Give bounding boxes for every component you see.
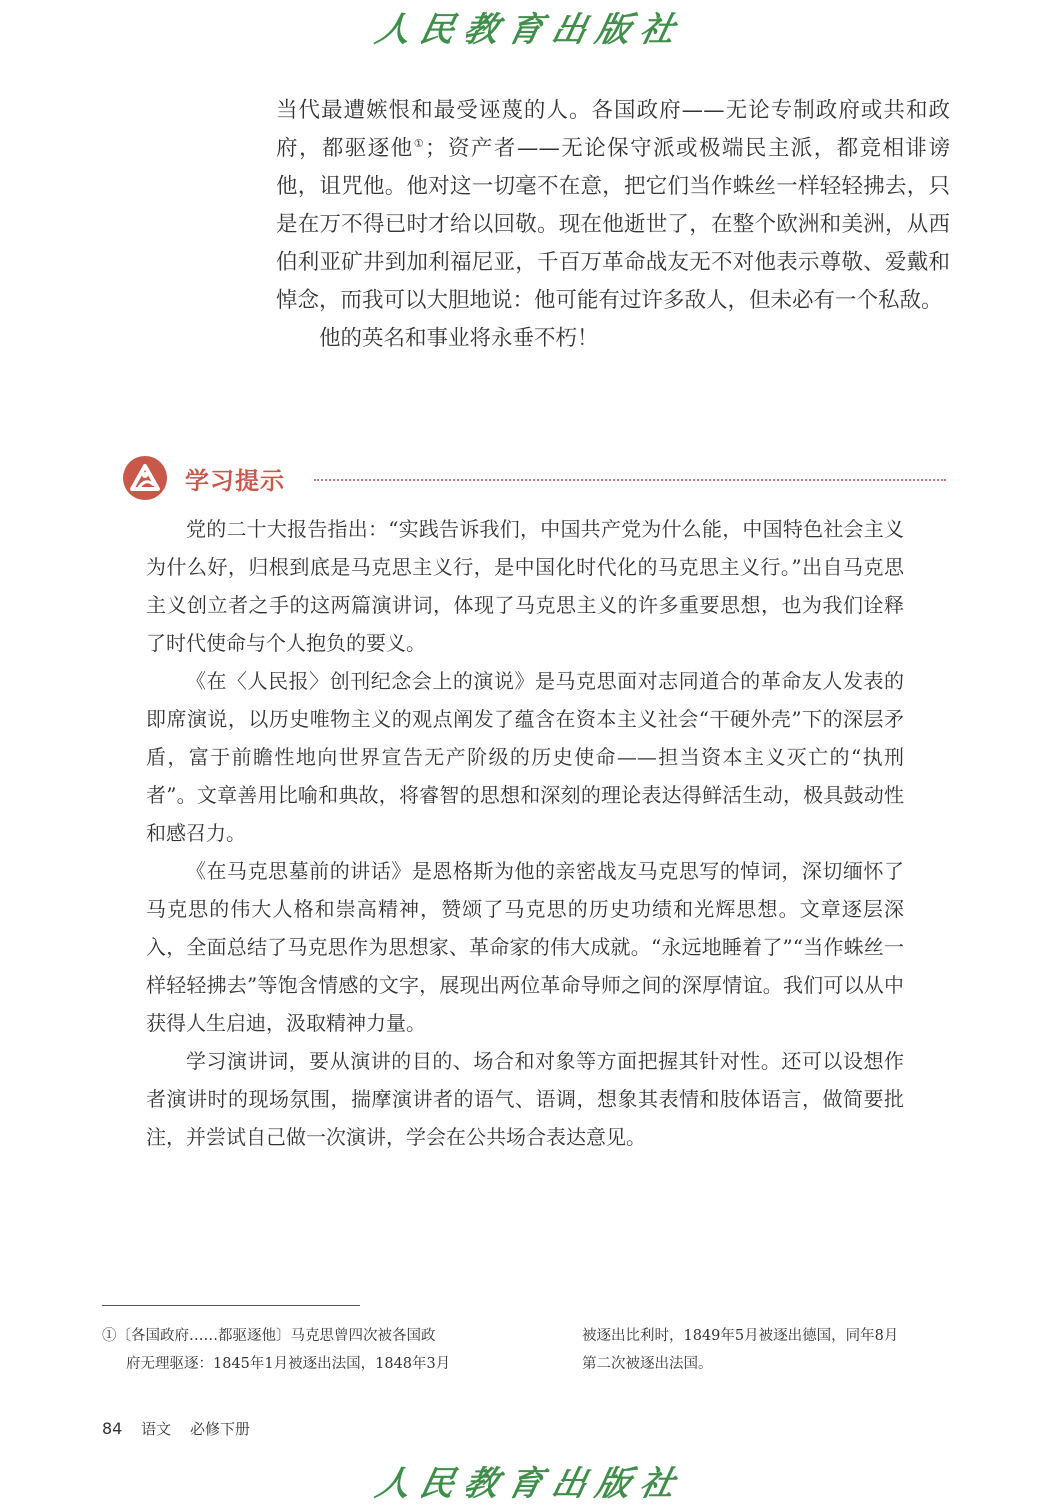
main-paragraph-part1: 当代最遭嫉恨和最受诬蔑的人。各国政府——无论专制政府或共和政府，都驱逐他 — [276, 98, 950, 161]
footnote-left-column — [102, 1322, 502, 1378]
dotted-divider — [314, 479, 946, 481]
footnote-line: 府无理驱逐：1845年1月被逐出法国，1848年3月 — [126, 1356, 451, 1372]
study-tips-header — [122, 455, 952, 505]
study-tip-paragraph-3: 《在马克思墓前的讲话》是恩格斯为他的亲密战友马克思写的悼词，深切缅怀了马克思的伟大人格和崇高精神，赞颂了马克思的历史功绩和光辉思想。文章逐层深入，全面总结了马克思作为思想家、革命家的伟大成就。“永远地睡着了”“当作蛛丝一样轻轻拂去”等饱含情感的文字，展现出两位革命导师之间的深厚情谊。我们可以从中获得人生启迪，汲取精神力量。 — [146, 859, 904, 1035]
study-tips-title: 学习提示 — [185, 467, 285, 495]
closing-sentence: 他的英名和事业将永垂不朽！ — [319, 326, 599, 351]
publisher-logo-bottom: 人民教育出版社 — [372, 1464, 689, 1504]
study-tip-paragraph-2: 《在〈人民报〉创刊纪念会上的演说》是马克思面对志同道合的革命友人发表的即席演说，以历史唯物主义的观点阐发了蕴含在资本主义社会“干硬外壳”下的深层矛盾，富于前瞻性地向世界宣告无产阶级的历史使命——担当资本主义灭亡的“执刑者”。文章善用比喻和典故，将睿智的思想和深刻的理论表达得鲜活生动，极具鼓动性和感召力。 — [146, 669, 904, 845]
study-tip-paragraph-1: 党的二十大报告指出：“实践告诉我们，中国共产党为什么能，中国特色社会主义为什么好，归根到底是马克思主义行，是中国化时代化的马克思主义行。”出自马克思主义创立者之手的这两篇演讲词，体现了马克思主义的许多重要思想，也为我们诠释了时代使命与个人抱负的要义。 — [146, 517, 904, 655]
subject-label: 语文 — [141, 1420, 172, 1438]
footnote-line: 第二次被逐出法国。 — [582, 1356, 713, 1372]
study-tips-logo-icon — [122, 455, 168, 501]
footnote-line: ①〔各国政府……都驱逐他〕马克思曾四次被各国政 — [102, 1328, 436, 1344]
footnote-ref[interactable]: ① — [413, 136, 426, 150]
footnote-right-column — [582, 1322, 952, 1378]
footnote-line: 被逐出比利时，1849年5月被逐出德国，同年8月 — [582, 1328, 899, 1344]
page-footer — [102, 1418, 264, 1439]
footnote-rule — [102, 1305, 360, 1306]
main-paragraph-part2: ；资产者——无论保守派或极端民主派，都竞相诽谤他，诅咒他。他对这一切毫不在意，把它们当作蛛丝一样轻轻拂去，只是在万不得已时才给以回敬。现在他逝世了，在整个欧洲和美洲，从西伯利亚矿井到加利福尼亚，千百万革命战友无不对他表示尊敬、爱戴和悼念，而我可以大胆地说：他可能有过许多敌人，但未必有一个私敌。 — [276, 136, 950, 313]
page-number: 84 — [102, 1419, 123, 1438]
publisher-logo-top: 人民教育出版社 — [372, 10, 689, 50]
volume-label: 必修下册 — [189, 1420, 250, 1438]
study-tips-body — [146, 510, 904, 1156]
study-tip-paragraph-4: 学习演讲词，要从演讲的目的、场合和对象等方面把握其针对性。还可以设想作者演讲时的现场氛围，揣摩演讲者的语气、语调，想象其表情和肢体语言，做简要批注，并尝试自己做一次演讲，学会在公共场合表达意见。 — [146, 1049, 904, 1149]
main-text — [276, 92, 950, 358]
main-paragraph — [276, 92, 950, 320]
